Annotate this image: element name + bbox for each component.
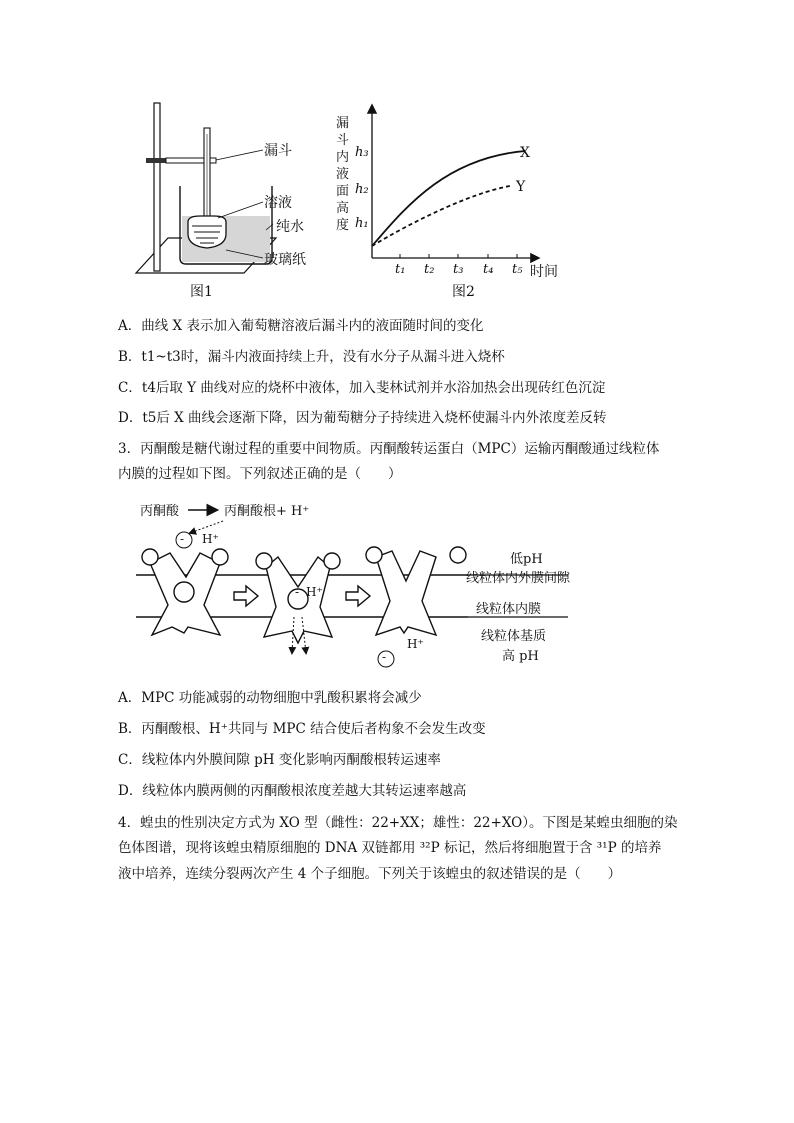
reaction-right: 丙酮酸根+ H⁺ [224, 504, 310, 519]
label-solution: 溶液 [264, 195, 292, 211]
label-low-ph: 低pH [510, 552, 543, 567]
h-plus-bottom: H⁺ [407, 637, 424, 651]
curve-x-label: X [520, 145, 530, 161]
q2-option-c: C．t4后取 Y 曲线对应的烧杯中液体，加入斐林试剂并水浴加热会出现砖红色沉淀 [118, 380, 606, 396]
fig1-caption: 图1 [190, 284, 213, 300]
q2-option-a: A．曲线 X 表示加入葡萄糖溶液后漏斗内的液面随时间的变化 [118, 318, 484, 334]
xtick-t3: t₃ [453, 262, 464, 277]
label-cellophane: 玻璃纸 [264, 252, 306, 268]
label-funnel: 漏斗 [264, 143, 292, 159]
transition-arrow-1 [234, 586, 258, 606]
ytick-h1: h₁ [355, 216, 369, 231]
minus-sign-mid: - [295, 585, 300, 599]
fig2-xlabel: 时间 [530, 264, 558, 280]
mpc-protein-state-3 [366, 547, 466, 635]
transition-arrow-2 [346, 586, 370, 606]
q3-option-c: C．线粒体内外膜间隙 pH 变化影响丙酮酸根转运速率 [118, 752, 441, 768]
label-pure-water: 纯水 [276, 219, 304, 235]
q3-option-b: B．丙酮酸根、H⁺共同与 MPC 结合使后者构象不会发生改变 [118, 721, 486, 737]
xtick-t2: t₂ [424, 262, 435, 277]
curve-x [372, 151, 525, 246]
q2-option-b: B．t1~t3时，漏斗内液面持续上升，没有水分子从漏斗进入烧杯 [118, 349, 505, 365]
xtick-t1: t₁ [395, 262, 406, 277]
label-matrix: 线粒体基质 [481, 629, 547, 644]
q4-line3: 液中培养，连续分裂两次产生 4 个子细胞。下列关于该蝗虫的叙述错误的是（ ） [118, 866, 622, 882]
label-inner-membrane: 线粒体内膜 [476, 602, 542, 617]
ytick-h2: h₂ [355, 182, 369, 197]
ytick-h3: h₃ [355, 145, 369, 160]
stand-clamp [146, 158, 168, 163]
label-high-ph: 高 pH [502, 649, 539, 664]
mpc-protein-state-1 [142, 549, 228, 635]
q3-stem-line2: 内膜的过程如下图。下列叙述正确的是（ ） [118, 466, 402, 482]
minus-sign-top: - [180, 532, 185, 546]
label-intermembrane-space: 线粒体内外膜间隙 [466, 571, 571, 586]
reaction-left: 丙酮酸 [140, 504, 180, 519]
q4-line2: 色体图谱，现将该蝗虫精原细胞的 DNA 双链都用 ³²P 标记，然后将细胞置于含 ³¹P 的培养 [118, 840, 662, 856]
curve-y-label: Y [516, 179, 526, 195]
h-plus-top: H⁺ [202, 532, 219, 546]
stand-rod [154, 103, 160, 271]
xtick-t4: t₄ [483, 262, 494, 277]
figure-2-graph [350, 98, 570, 283]
q4-line1: 4．蝗虫的性别决定方式为 XO 型（雌性：22+XX；雄性：22+XO）。下图是某蝗虫细胞的染 [118, 815, 678, 831]
minus-sign-bottom: - [382, 650, 387, 664]
xtick-t5: t₅ [512, 262, 523, 277]
fig2-caption: 图2 [452, 284, 475, 300]
q3-stem-line1: 3．丙酮酸是糖代谢过程的重要中间物质。丙酮酸转运蛋白（MPC）运输丙酮酸通过线粒体 [118, 441, 660, 457]
q2-option-d: D．t5后 X 曲线会逐渐下降，因为葡萄糖分子持续进入烧杯使漏斗内外浓度差反转 [118, 410, 607, 426]
fig2-ylabel: 漏 斗 内 液 面 高 度 [336, 116, 350, 233]
h-plus-mid: H⁺ [306, 585, 323, 599]
curve-y [372, 186, 510, 246]
q3-option-d: D．线粒体内膜两侧的丙酮酸根浓度差越大其转运速率越高 [118, 783, 467, 799]
q3-option-a: A．MPC 功能减弱的动物细胞中乳酸积累将会减少 [118, 690, 422, 706]
